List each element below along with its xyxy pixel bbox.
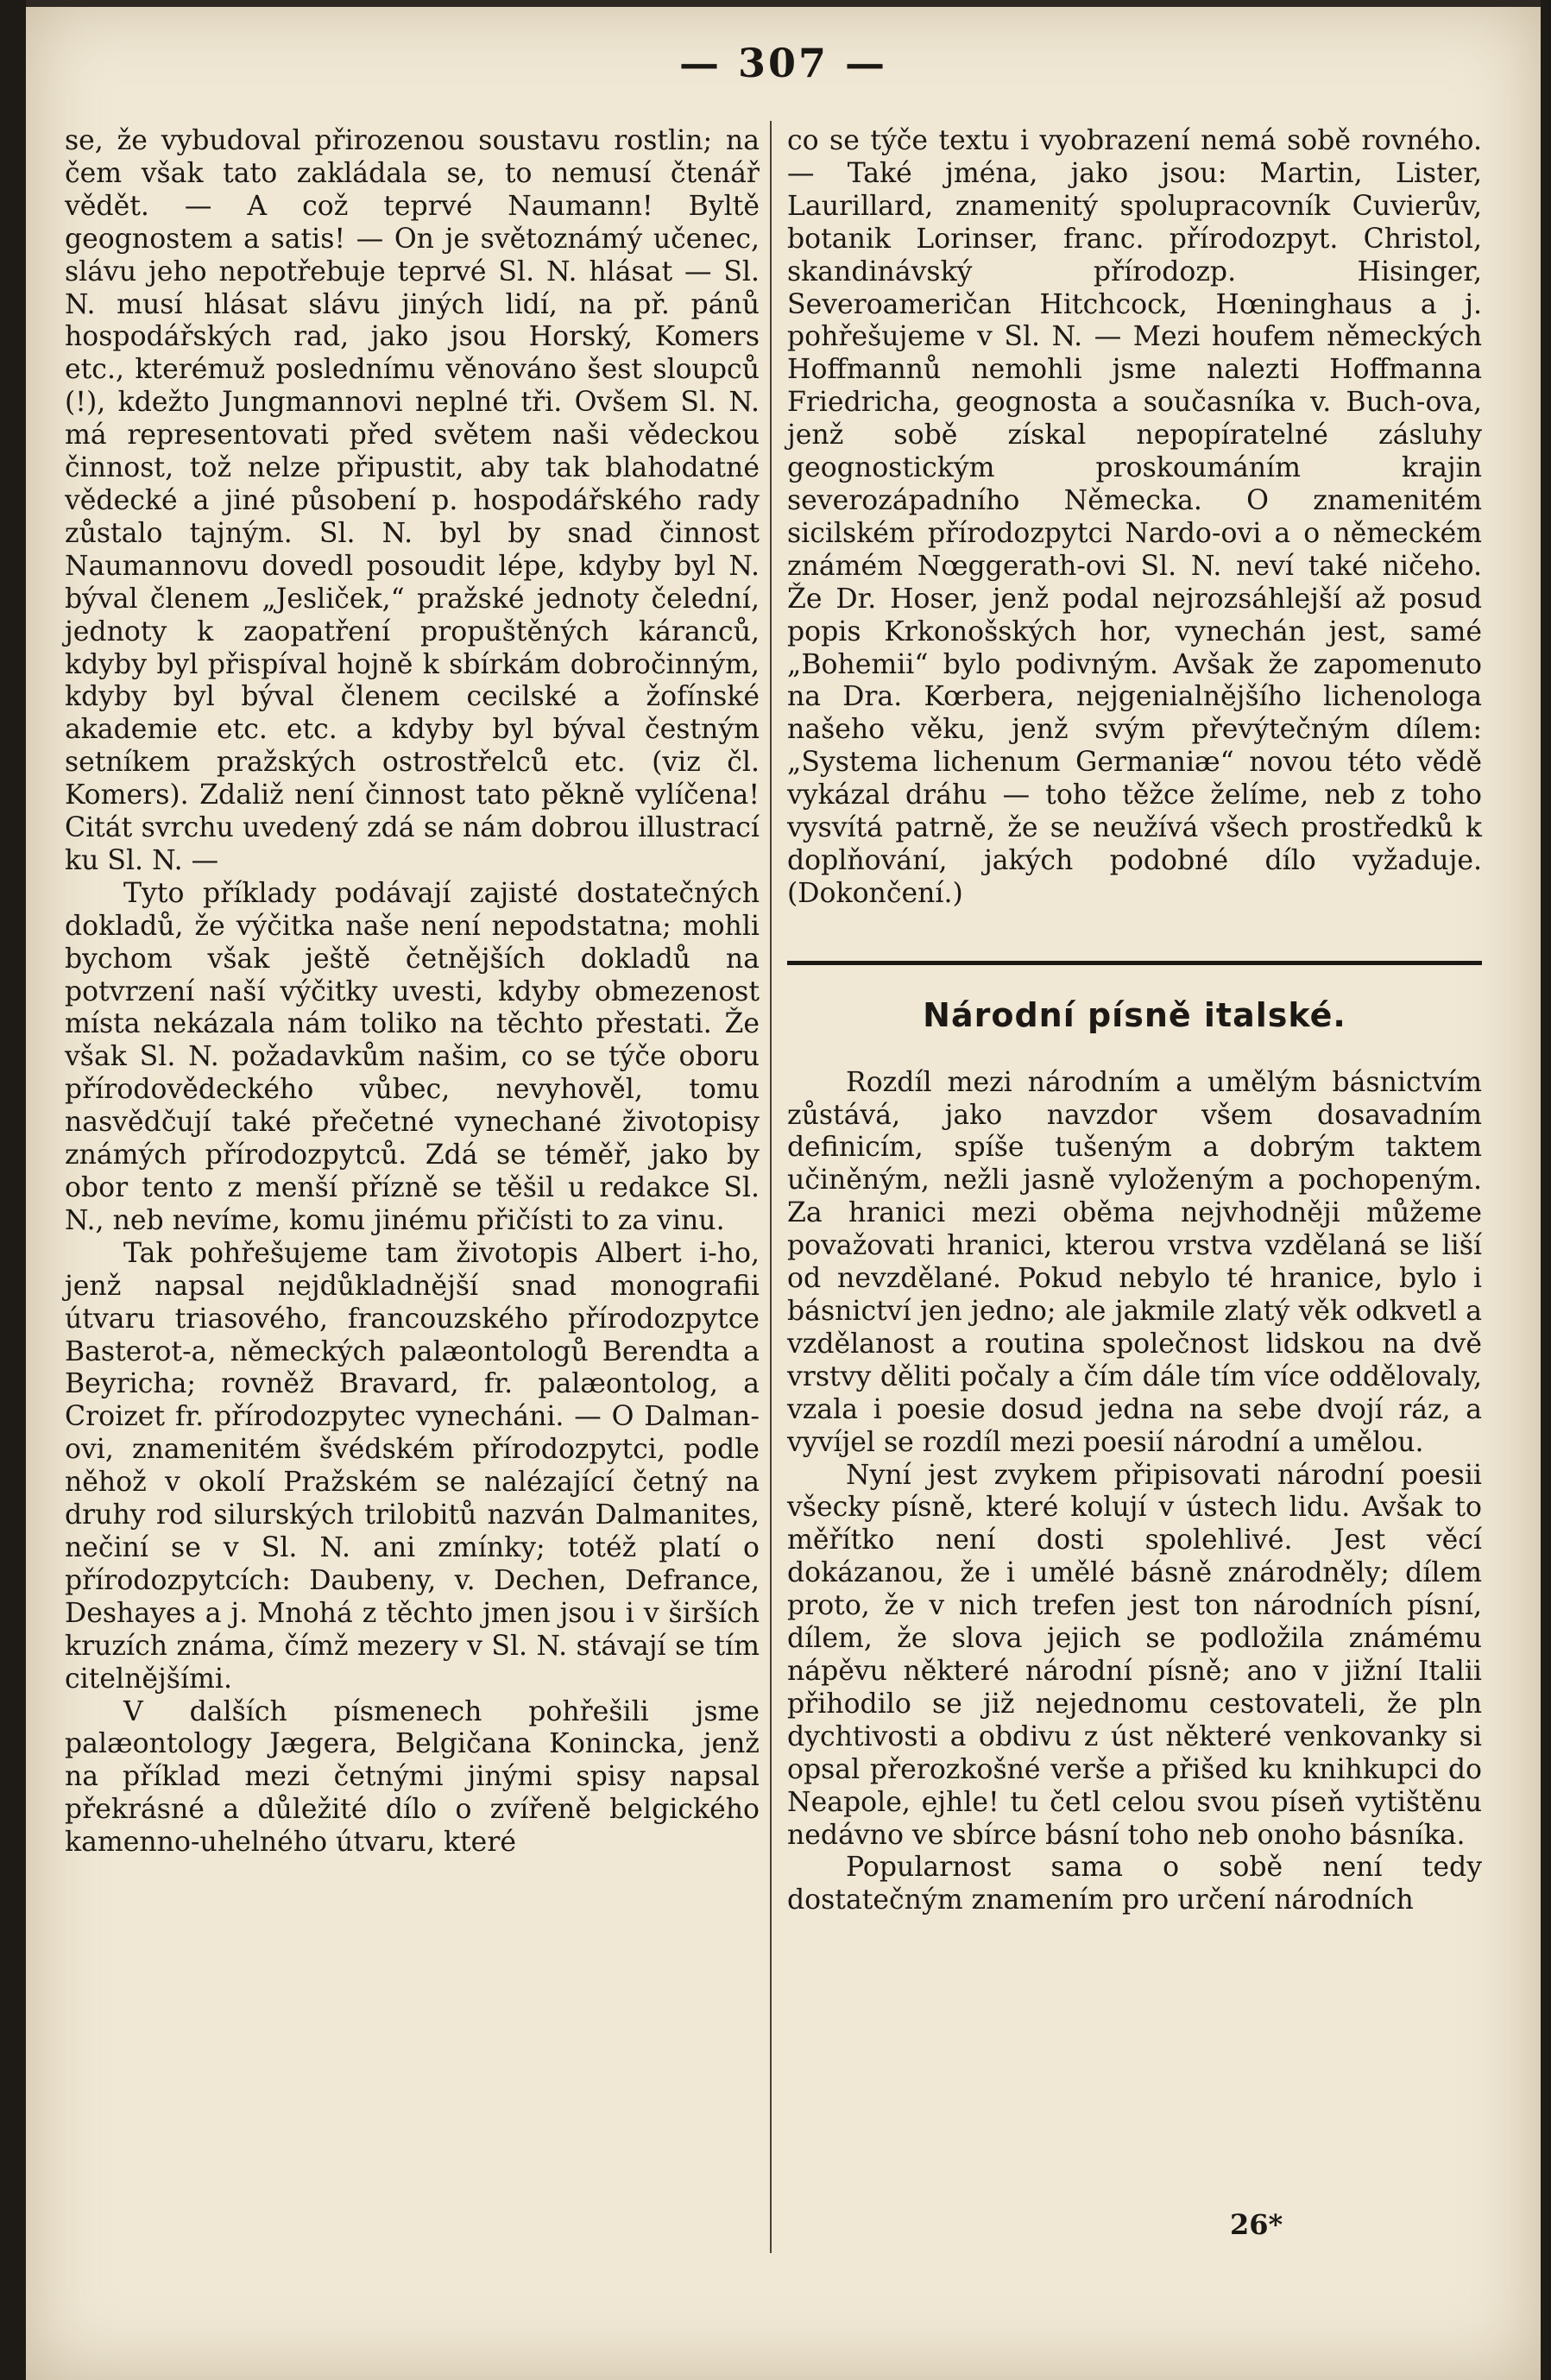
right-paragraph-2: Rozdíl mezi národním a umělým básnictvím zůstává, jako navzdor všem dosavadním definicím, spíše tušeným a dobrým taktem učiněným, nežli jasně vyloženým a pochopeným. Za hranici mezi oběma nejvhodněji můžeme považovati hranici, kterou vrstva vzdělaná se liší od nevzdělané. Pokud nebylo té hranice, bylo i básnictví jen jedno; ale jakmile zlatý věk odkvetl a vzdělanost a routina společnost lidskou na dvě vrstvy děliti počaly a čím dále tím více oddělovaly, vzala i poesie dosud jedna na sebe dvojí ráz, a vyvíjel se rozdíl mezi poesií národní a umělou. bbox=[787, 1066, 1482, 1458]
signature-mark: 26* bbox=[1230, 2208, 1283, 2241]
left-column bbox=[65, 125, 760, 1859]
book-page bbox=[26, 0, 1541, 2380]
left-paragraph-1: se, že vybudoval přirozenou soustavu rostlin; na čem však tato zakládala se, to nemusí čtenář vědět. — A což teprvé Naumann! Byltě geognostem a satis! — On je světoznámý učenec, slávu jeho nepotřebuje teprvé Sl. N. hlásat — Sl. N. musí hlásat slávu jiných lidí, na př. pánů hospodářských rad, jako jsou Horský, Komers etc., kterémuž poslednímu věnováno šest sloupců (!), kdežto Jungmannovi neplné tři. Ovšem Sl. N. má representovati před světem naši vědeckou činnost, tož nelze připustit, aby tak blahodatné vědecké a jiné působení p. hospodářského rady zůstalo tajným. Sl. N. byl by snad činnost Naumannovu dovedl posoudit lépe, kdyby byl N. býval členem „Jesliček,“ pražské jednoty čelední, jednoty k zaopatření propuštěných káranců, kdyby byl přispíval hojně k sbírkám dobročinným, kdyby byl býval členem cecilské a žofínské akademie etc. etc. a kdyby byl býval čestným setníkem pražských ostrostřelců etc. (viz čl. Komers). Zdaliž není činnost tato pěkně vylíčena! Citát svrchu uvedený zdá se nám dobrou illustrací ku Sl. N. — bbox=[65, 125, 760, 876]
page-top-edge bbox=[26, 0, 1541, 7]
continuation-note: (Dokončení.) bbox=[787, 877, 963, 909]
right-paragraph-1-text: co se týče textu i vyobrazení nemá sobě rovného. — Také jména, jako jsou: Martin, Lister, Laurillard, znamenitý spolupracovník Cuvierův, botanik Lorinser, franc. přírodozpyt. Christol, skandinávský přírodozp. Hisinger, Severoameričan Hitchcock, Hœninghaus a j. pohřešujeme v Sl. N. — Mezi houfem německých Hoffmannů nemohli jsme nalezti Hoffmanna Friedricha, geognosta a současníka v. Buch-ova, jenž sobě získal nepopíratelné zásluhy geognostickým proskoumáním krajin severozápadního Německa. O znamenitém sicilském přírodozpytci Nardo-ovi a o německém známém Nœggerath-ovi Sl. N. neví také ničeho. Že Dr. Hoser, jenž podal nejrozsáhlejší až posud popis Krkonošských hor, vynechán jest, samé „Bohemii“ bylo podivným. Avšak že zapomenuto na Dra. Kœrbera, nejgenialnějšího lichenologa našeho věku, jenž svým převýtečným dílem: „Systema lichenum Germaniæ“ novou této vědě vykázal dráhu — toho těžce želíme, neb z toho vysvítá patrně, že se neužívá všech prostředků k doplňování, jakých podobné dílo vyžaduje. bbox=[787, 125, 1482, 876]
section-rule bbox=[787, 961, 1482, 965]
left-paragraph-3: Tak pohřešujeme tam životopis Albert i-ho, jenž napsal nejdůkladnější snad monografii útvaru triasového, francouzského přírodozpytce Basterot-a, německých palæontologů Berendta a Beyricha; rovněž Bravard, fr. palæontolog, a Croizet fr. přírodozpytec vynecháni. — O Dalman-ovi, znamenitém švédském přírodozpytci, podle něhož v okolí Pražském se nalézající četný na druhy rod silurských trilobitů nazván Dalmanites, nečiní se v Sl. N. ani zmínky; totéž platí o přírodozpytcích: Daubeny, v. Dechen, Defrance, Deshayes a j. Mnohá z těchto jmen jsou i v širších kruzích známa, čímž mezery v Sl. N. stávají se tím citelnějšími. bbox=[65, 1237, 760, 1695]
right-paragraph-1 bbox=[787, 125, 1482, 911]
right-paragraph-4: Popularnost sama o sobě není tedy dostatečným znamením pro určení národních bbox=[787, 1852, 1482, 1916]
column-divider bbox=[770, 121, 772, 2253]
right-column bbox=[787, 125, 1482, 1917]
page-number: — 307 — bbox=[678, 40, 888, 86]
left-paragraph-2: Tyto příklady podávají zajisté dostatečných dokladů, že výčitka naše není nepodstatna; mohli bychom však ještě četnějších dokladů na potvrzení naší výčitky uvesti, kdyby obmezenost místa nekázala nám toliko na těchto přestati. Že však Sl. N. požadavkům našim, co se týče oboru přírodovědeckého vůbec, nevyhověl, tomu nasvědčují také přečetné vynechané životopisy známých přírodozpytců. Zdá se téměř, jako by obor tento z menší přízně se těšil u redakce Sl. N., neb nevíme, komu jinému přičísti to za vinu. bbox=[65, 877, 760, 1236]
section-title: Národní písně italské. bbox=[923, 995, 1346, 1034]
left-paragraph-4: V dalších písmenech pohřešili jsme palæontology Jægera, Belgičana Konincka, jenž na příklad mezi četnými jinými spisy napsal překrásné a důležité dílo o zvířeně belgického kamenno-uhelného útvaru, které bbox=[65, 1695, 760, 1859]
right-paragraph-3: Nyní jest zvykem připisovati národní poesii všecky písně, které kolují v ústech lidu. Avšak to měřítko není dosti spolehlivé. Jest věcí dokázanou, že i umělé básně znárodněly; dílem proto, že v nich trefen jest ton národních písní, dílem, že slova jejich se podložila známému nápěvu některé národní písně; ano v jižní Italii přihodilo se již nejednomu cestovateli, že pln dychtivosti a obdivu z úst některé venkovanky si opsal přerozkošné verše a přišed ku knihkupci do Neapole, ejhle! tu četl celou svou píseň vytištěnu nedávno ve sbírce básní toho neb onoho básníka. bbox=[787, 1459, 1482, 1851]
